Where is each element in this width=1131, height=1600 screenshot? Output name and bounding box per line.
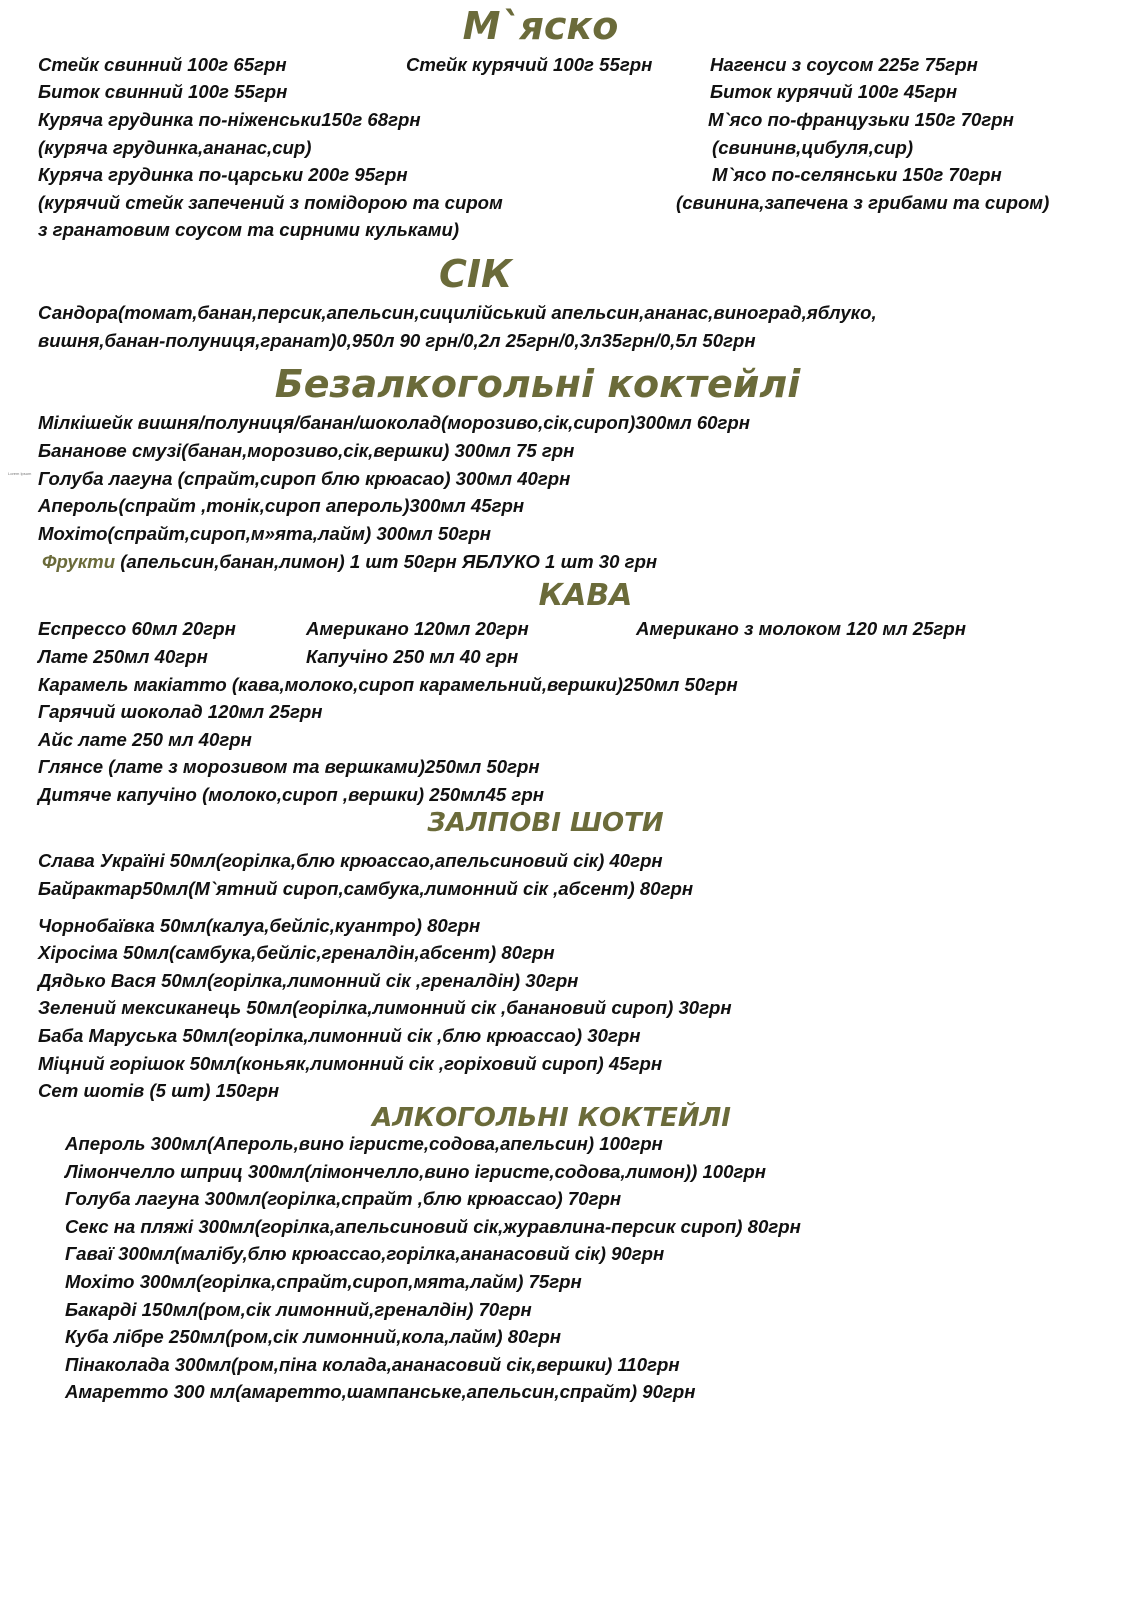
menu-item-description: з гранатовим соусом та сирними кульками): [38, 219, 460, 240]
menu-item: Амаретто 300 мл(амаретто,шампанське,апельсин,спрайт) 90грн: [65, 1381, 696, 1402]
menu-item: Биток свинний 100г 55грн: [38, 81, 288, 102]
menu-item: Айс лате 250 мл 40грн: [38, 729, 252, 750]
menu-item: Дядько Вася 50мл(горілка,лимонний сік ,греналдін) 30грн: [38, 970, 579, 991]
fruit-text: (апельсин,банан,лимон) 1 шт 50грн ЯБЛУКО 1 шт 30 грн: [115, 551, 658, 572]
menu-item: Глянсе (лате з морозивом та вершками)250мл 50грн: [38, 756, 540, 777]
menu-item: Куряча грудинка по-царськи 200г 95грн: [38, 164, 408, 185]
menu-item: Нагенси з соусом 225г 75грн: [710, 54, 978, 75]
menu-item: Байрактар50мл(М`ятний сироп,самбука,лимонний сік ,абсент) 80грн: [38, 878, 694, 899]
menu-item-description: (свининв,цибуля,сир): [712, 137, 914, 158]
menu-item: Биток курячий 100г 45грн: [710, 81, 958, 102]
menu-item: Карамель макіатто (кава,молоко,сироп карамельний,вершки)250мл 50грн: [38, 674, 738, 695]
menu-item: Капучіно 250 мл 40 грн: [306, 646, 519, 667]
shots-section-title: ЗАЛПОВІ ШОТИ: [427, 808, 664, 838]
menu-item-description: (курячий стейк запечений з помідорою та сиром: [38, 192, 503, 213]
cocktails-section-title: АЛКОГОЛЬНІ КОКТЕЙЛІ: [372, 1103, 731, 1133]
menu-item: Голуба лагуна (спрайт,сироп блю крюасао) 300мл 40грн: [38, 468, 571, 489]
menu-item: Чорнобаївка 50мл(калуа,бейліс,куантро) 80грн: [38, 915, 481, 936]
menu-item: Мохіто 300мл(горілка,спрайт,сироп,мята,лайм) 75грн: [65, 1271, 582, 1292]
menu-item: Міцний горішок 50мл(коньяк,лимонний сік ,горіховий сироп) 45грн: [38, 1053, 663, 1074]
menu-item-description: (свинина,запечена з грибами та сиром): [676, 192, 1050, 213]
menu-item: Гаваї 300мл(малібу,блю крюассао,горілка,ананасовий сік) 90грн: [65, 1243, 665, 1264]
menu-item: Сет шотів (5 шт) 150грн: [38, 1080, 280, 1101]
menu-item: Лате 250мл 40грн: [38, 646, 208, 667]
meat-section-title: М`яско: [462, 4, 619, 48]
menu-item: Мілкішейк вишня/полуниця/банан/шоколад(морозиво,сік,сироп)300мл 60грн: [38, 412, 751, 433]
menu-item: Мохіто(спрайт,сироп,м»ята,лайм) 300мл 50грн: [38, 523, 492, 544]
menu-item: Куряча грудинка по-ніженськи150г 68грн: [38, 109, 421, 130]
menu-item: Стейк свинний 100г 65грн: [38, 54, 287, 75]
menu-item-description: (куряча грудинка,ананас,сир): [38, 137, 312, 158]
margin-note: Lorem Ipsum: [8, 471, 32, 476]
menu-item: Баба Маруська 50мл(горілка,лимонний сік ,блю крюассао) 30грн: [38, 1025, 641, 1046]
menu-item: Хіросіма 50мл(самбука,бейліс,греналдін,абсент) 80грн: [38, 942, 555, 963]
menu-item: Сандора(томат,банан,персик,апельсин,сицилійський апельсин,ананас,виноград,яблуко,: [38, 302, 877, 323]
menu-item: Стейк курячий 100г 55грн: [406, 54, 653, 75]
menu-item: Американо 120мл 20грн: [306, 618, 529, 639]
menu-item: Бакарді 150мл(ром,сік лимонний,греналдін) 70грн: [65, 1299, 532, 1320]
menu-item: Голуба лагуна 300мл(горілка,спрайт ,блю крюассао) 70грн: [65, 1188, 622, 1209]
menu-item: М`ясо по-французьки 150г 70грн: [708, 109, 1014, 130]
menu-item: Бананове смузі(банан,морозиво,сік,вершки) 300мл 75 грн: [38, 440, 575, 461]
menu-item: М`ясо по-селянськи 150г 70грн: [712, 164, 1002, 185]
menu-item: Зелений мексиканець 50мл(горілка,лимонний сік ,банановий сироп) 30грн: [38, 997, 732, 1018]
menu-item: Апероль 300мл(Апероль,вино ігристе,содова,апельсин) 100грн: [65, 1133, 663, 1154]
menu-item: Еспрессо 60мл 20грн: [38, 618, 236, 639]
fruit-label: Фрукти: [42, 551, 116, 572]
mocktails-section-title: Безалкогольні коктейлі: [274, 362, 801, 406]
menu-item: Гарячий шоколад 120мл 25грн: [38, 701, 323, 722]
menu-item: вишня,банан-полуниця,гранат)0,950л 90 грн/0,2л 25грн/0,3л35грн/0,5л 50грн: [38, 330, 756, 351]
menu-item: Апероль(спрайт ,тонік,сироп апероль)300мл 45грн: [38, 495, 525, 516]
menu-item: Дитяче капучіно (молоко,сироп ,вершки) 250мл45 грн: [38, 784, 544, 805]
menu-item: Слава Україні 50мл(горілка,блю крюассао,апельсиновий сік) 40грн: [38, 850, 663, 871]
coffee-section-title: КАВА: [538, 578, 633, 613]
menu-item: Лімончелло шприц 300мл(лімончелло,вино ігристе,содова,лимон)) 100грн: [65, 1161, 766, 1182]
juice-section-title: СІК: [438, 252, 513, 296]
menu-item: Пінаколада 300мл(ром,піна колада,ананасовий сік,вершки) 110грн: [65, 1354, 680, 1375]
fruit-line: [42, 551, 657, 573]
menu-item: Американо з молоком 120 мл 25грн: [636, 618, 967, 639]
menu-item: Секс на пляжі 300мл(горілка,апельсиновий сік,журавлина-персик сироп) 80грн: [65, 1216, 801, 1237]
menu-item: Куба лібре 250мл(ром,сік лимонний,кола,лайм) 80грн: [65, 1326, 561, 1347]
